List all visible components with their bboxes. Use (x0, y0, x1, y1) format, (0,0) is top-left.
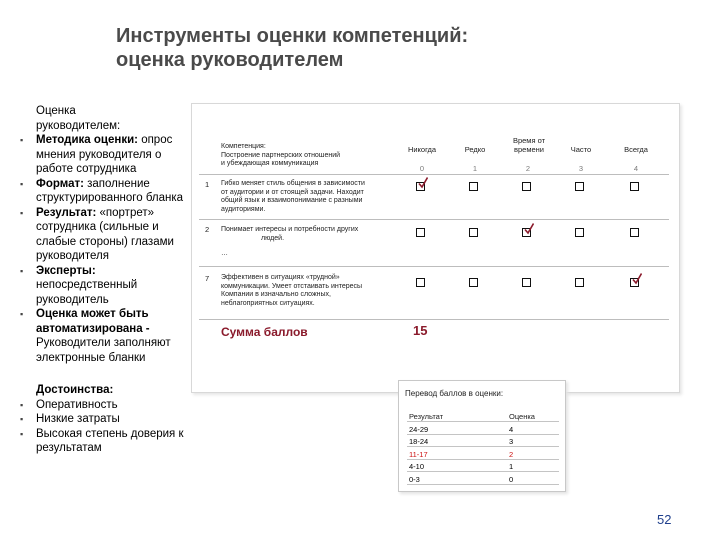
row-divider (199, 319, 669, 320)
slide-title-line2: оценка руководителем (116, 49, 344, 71)
table-row (407, 434, 559, 447)
rating-checkbox-never[interactable] (416, 278, 425, 287)
column-header-sometimes: Время от времени (512, 136, 546, 154)
behavior-line: Компании в изначально сложных, (221, 291, 331, 298)
column-header-often: Часто (570, 145, 592, 154)
behavior-line: людей. (261, 234, 285, 242)
info-item-label: Результат: (36, 206, 97, 219)
behavior-text (221, 274, 391, 308)
column-score: 4 (633, 164, 639, 173)
behavior-line: аудиториями. (221, 205, 266, 213)
advantage-text: Высокая степень доверия к результатам (36, 427, 184, 454)
info-item-label: Методика оценки: (36, 134, 138, 146)
column-header-never: Никогда (407, 145, 437, 154)
info-item-label: Эксперты: (36, 264, 96, 277)
left-heading-line1: Оценка (36, 105, 76, 117)
bullet-icon: ▪ (20, 309, 24, 319)
info-item-label: Формат: (36, 177, 84, 190)
header-grade: Оценка (507, 409, 559, 422)
rating-checkbox-always[interactable] (630, 228, 639, 237)
table-row (407, 422, 559, 435)
behavior-line: от аудитории и от стоящей задачи. Находит (221, 188, 364, 196)
competency-header (221, 143, 386, 169)
grade-cell: 2 (507, 447, 559, 460)
advantage-item (20, 398, 190, 413)
column-score: 2 (525, 164, 531, 173)
left-heading-line2: руководителем: (36, 119, 121, 132)
info-item-method (20, 133, 190, 177)
column-header-rarely: Редко (464, 145, 486, 154)
row-divider (199, 219, 669, 220)
bullet-icon: ▪ (20, 135, 24, 145)
advantages-block (20, 383, 190, 456)
info-item-result (20, 206, 190, 264)
header-result: Результат (407, 409, 507, 422)
bullet-icon: ▪ (20, 178, 24, 189)
grade-cell: 0 (507, 472, 559, 485)
behavior-line: Гибко меняет стиль общения в зависимости (221, 180, 365, 187)
bullet-icon: ▪ (20, 414, 24, 424)
behavior-text (221, 226, 391, 243)
ellipsis: … (221, 250, 228, 257)
sum-value: 15 (413, 323, 428, 338)
result-cell: 18-24 (407, 434, 507, 447)
grade-cell: 3 (507, 434, 559, 447)
slide-title-line1: Инструменты оценки компетенций: (116, 25, 469, 47)
rating-checkbox-sometimes[interactable] (522, 228, 531, 237)
column-score: 0 (419, 164, 425, 173)
row-number: 7 (205, 274, 210, 283)
row-divider (199, 266, 669, 267)
table-row (407, 472, 559, 485)
bullet-icon: ▪ (20, 399, 24, 410)
behavior-line: Эффективен в ситуациях «трудной» (221, 274, 340, 281)
behavior-line: неблагоприятных ситуациях. (221, 299, 315, 307)
result-cell: 11-17 (407, 447, 507, 460)
info-item-text: непосредственный руководитель (36, 279, 138, 306)
rating-checkbox-rarely[interactable] (469, 182, 478, 191)
rating-checkbox-often[interactable] (575, 228, 584, 237)
rating-checkbox-often[interactable] (575, 278, 584, 287)
grade-cell: 4 (507, 422, 559, 435)
behavior-line: общий язык и взаимопонимание с разными (221, 197, 363, 204)
table-header-row (407, 409, 559, 422)
column-score: 3 (578, 164, 584, 173)
info-item-label: Оценка может быть автоматизирована - (36, 308, 150, 335)
advantage-item (20, 427, 190, 456)
info-item-text: Руководители заполняют электронные бланки (36, 337, 171, 364)
rating-checkbox-never[interactable] (416, 228, 425, 237)
info-item-text: «портрет» сотрудника (сильные и слабые стороны) глазами руководителя (36, 206, 174, 262)
rating-checkbox-never[interactable] (416, 182, 425, 191)
page-number: 52 (657, 512, 672, 527)
bullet-icon: ▪ (20, 207, 24, 218)
checkmark-icon (418, 177, 428, 189)
rating-checkbox-sometimes[interactable] (522, 278, 531, 287)
rating-checkbox-always[interactable] (630, 182, 639, 191)
behavior-line: коммуникации. Умеет отстаивать интересы (221, 282, 363, 290)
info-item-text: заполнение структурированного бланка (36, 177, 184, 204)
advantage-text: Низкие затраты (36, 413, 120, 425)
grade-cell: 1 (507, 459, 559, 472)
column-score: 1 (472, 164, 478, 173)
info-item-text: опрос мнения руководителя о работе сотрудника (36, 134, 173, 175)
rating-checkbox-always[interactable] (630, 278, 639, 287)
bullet-icon: ▪ (20, 428, 24, 439)
rating-checkbox-rarely[interactable] (469, 278, 478, 287)
advantage-item (20, 412, 190, 427)
competency-header-line3: и убеждающая коммуникация (221, 160, 319, 167)
conversion-table (407, 409, 559, 485)
table-row-highlighted (407, 447, 559, 460)
row-number: 1 (205, 180, 210, 189)
advantages-title: Достоинства: (36, 384, 114, 396)
result-cell: 4-10 (407, 459, 507, 472)
slide-title (116, 24, 676, 72)
rating-checkbox-sometimes[interactable] (522, 182, 531, 191)
checkmark-icon (524, 223, 534, 235)
result-cell: 24-29 (407, 422, 507, 435)
table-row (407, 459, 559, 472)
rating-checkbox-often[interactable] (575, 182, 584, 191)
behavior-text (221, 180, 391, 214)
column-header-always: Всегда (624, 145, 648, 154)
score-conversion-box (398, 380, 566, 492)
info-item-format (20, 177, 190, 206)
competency-header-line2: Построение партнерских отношений (221, 151, 341, 159)
behavior-line: Понимает интересы и потребности других (221, 226, 359, 233)
result-cell: 0-3 (407, 472, 507, 485)
competency-header-line1: Компетенция: (221, 143, 266, 150)
rating-checkbox-rarely[interactable] (469, 228, 478, 237)
bullet-icon: ▪ (20, 265, 24, 276)
advantage-text: Оперативность (36, 398, 118, 411)
left-heading (20, 104, 190, 133)
conversion-title: Перевод баллов в оценки: (405, 389, 504, 398)
checkmark-icon (632, 273, 642, 285)
header-divider (199, 174, 669, 175)
row-number: 2 (205, 225, 210, 234)
info-item-experts (20, 264, 190, 308)
info-item-automation (20, 307, 190, 365)
sum-label: Сумма баллов (221, 325, 308, 339)
left-panel (20, 104, 190, 456)
